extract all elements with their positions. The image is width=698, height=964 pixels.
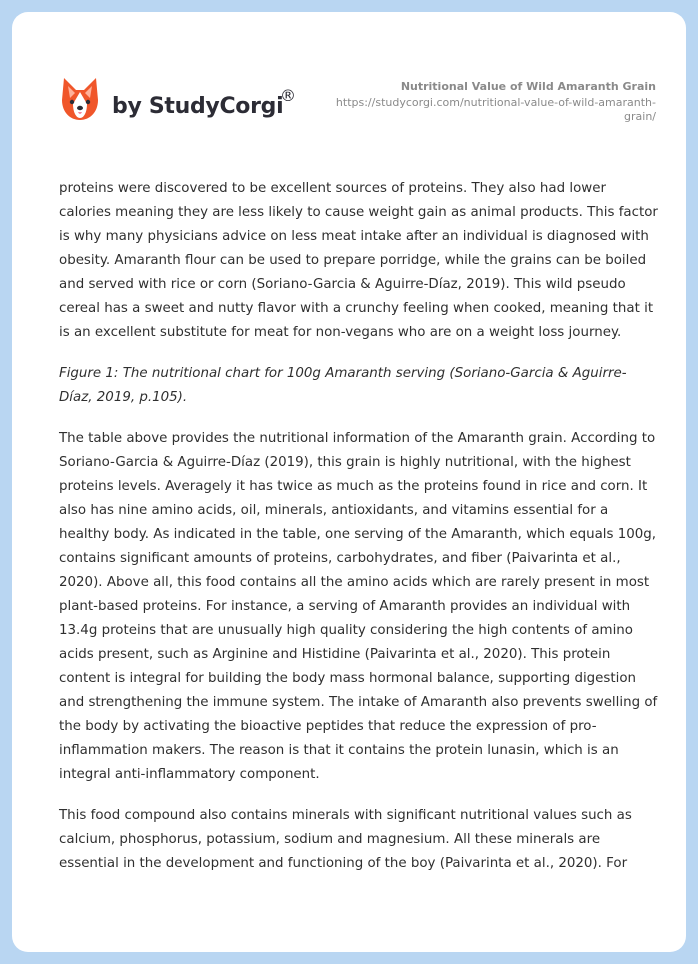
- figure-caption: Figure 1: The nutritional chart for 100g Amaranth serving (Soriano-Garcia & Aguirre-Díaz, 2019, p.105).: [59, 366, 627, 405]
- studycorgi-logo[interactable]: [60, 76, 320, 126]
- paragraph: proteins were discovered to be excellent sources of proteins. They also had lower calories meaning they are less likely to cause weight gain as animal products. This factor is why many physicians advice on less meat intake after an individual is diagnosed with obesity. Amaranth flour can be used to prepare porridge, while the grains can be boiled and served with rice or corn (Soriano-Garcia & Aguirre-Díaz, 2019). This wild pseudo cereal has a sweet and nutty flavor with a crunchy feeling when cooked, meaning that it is an excellent substitute for meat for non-vegans who are on a weight loss journey.: [59, 181, 658, 340]
- paragraph: This food compound also contains minerals with significant nutritional values such as calcium, phosphorus, potassium, sodium and magnesium. All these minerals are essential in the development and functioning of the boy (Paivarinta et al., 2020). For: [59, 808, 632, 871]
- document-meta: [316, 80, 656, 124]
- paragraph: The table above provides the nutritional information of the Amaranth grain. According to Soriano-Garcia & Aguirre-Díaz (2019), this grain is highly nutritional, with the highest proteins levels. Averagely it has twice as much as the proteins found in rice and corn. It also has nine amino acids, oil, minerals, antioxidants, and vitamins essential for a healthy body. As indicated in the table, one serving of the Amaranth, which equals 100g, contains significant amounts of proteins, carbohydrates, and fiber (Paivarinta et al., 2020). Above all, this food contains all the amino acids which are rarely present in most plant-based proteins. For instance, a serving of Amaranth provides an individual with 13.4g proteins that are unusually high quality considering the high contents of amino acids present, such as Arginine and Histidine (Paivarinta et al., 2020). This protein content is integral for building the body mass hormonal balance, supporting digestion and strengthening the immune system. The intake of Amaranth also prevents swelling of the body by activating the bioactive peptides that reduce the expression of pro-inflammation makers. The reason is that it contains the protein lunasin, which is an integral anti-inflammatory component.: [59, 431, 658, 782]
- document-url[interactable]: https://studycorgi.com/nutritional-value-of-wild-amaranth-grain/: [335, 96, 656, 123]
- document-title: Nutritional Value of Wild Amaranth Grain: [400, 80, 656, 93]
- document-body: [59, 177, 659, 893]
- registered-mark: ®: [280, 86, 296, 105]
- brand-name: by StudyCorgi: [112, 94, 284, 119]
- document-page: [12, 12, 686, 952]
- page-header: [12, 12, 686, 162]
- corgi-icon: [60, 76, 100, 122]
